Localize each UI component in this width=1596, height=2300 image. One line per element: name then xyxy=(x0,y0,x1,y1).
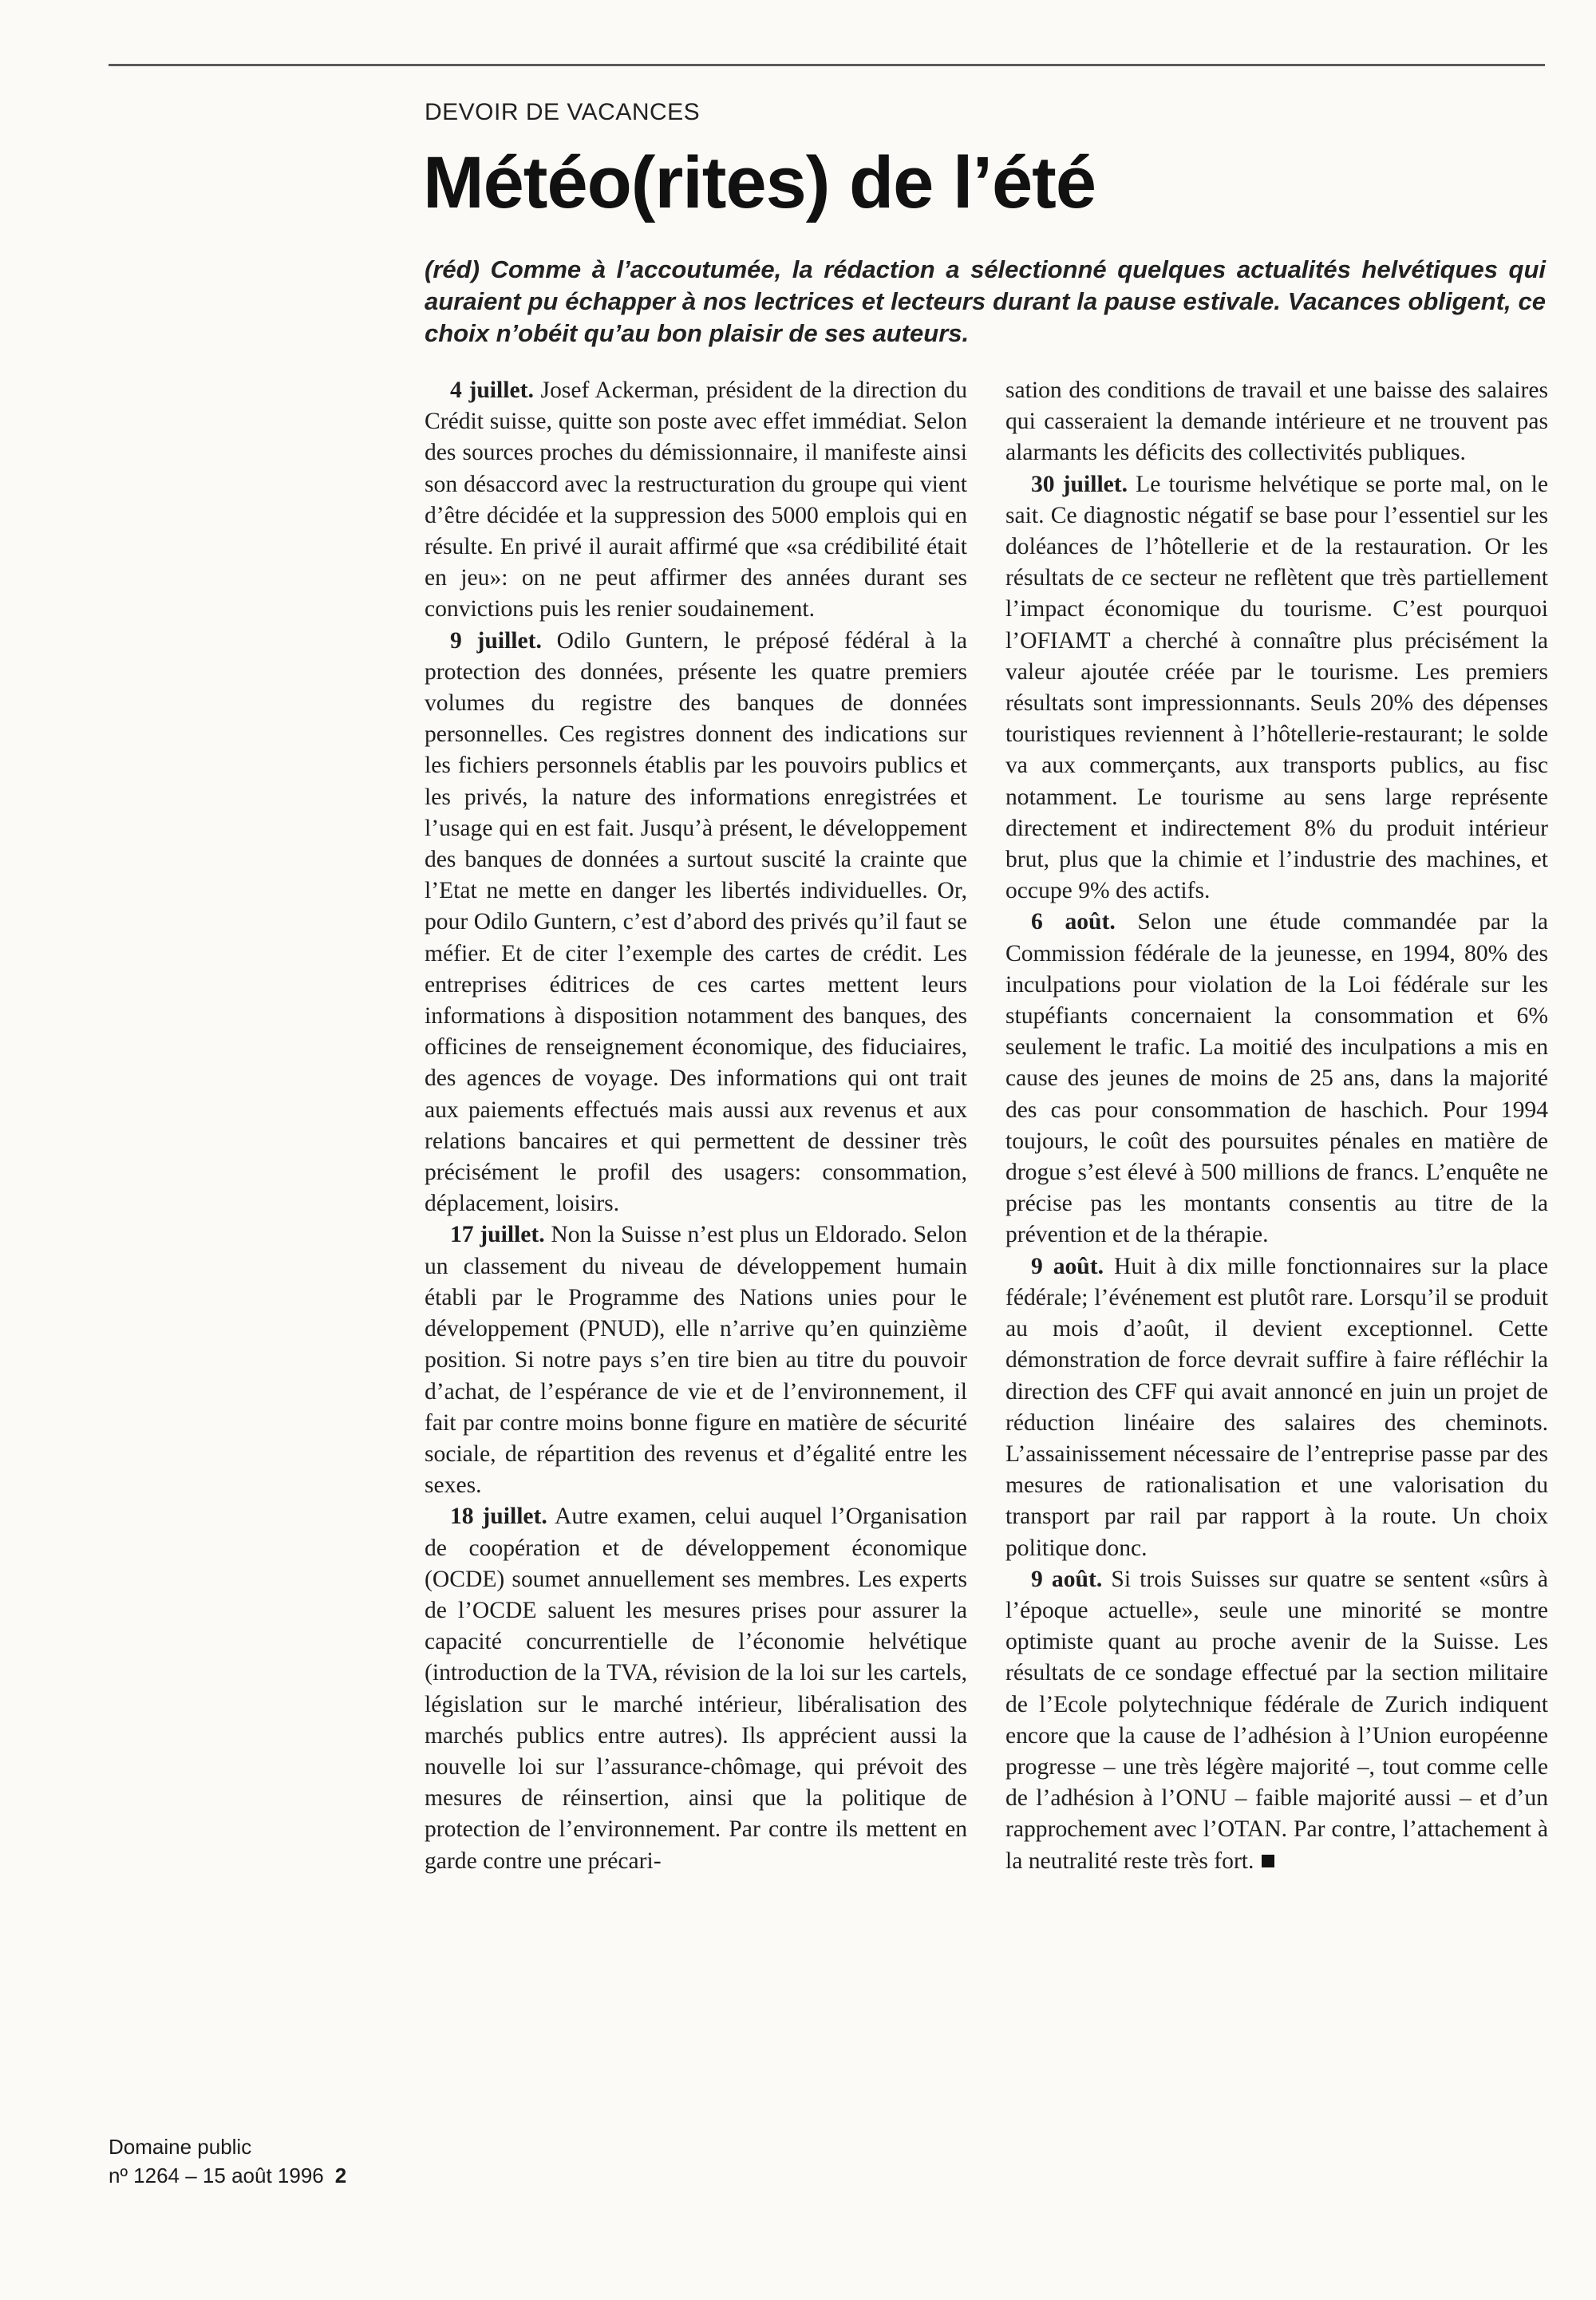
entry-date: 9 juillet. xyxy=(450,627,542,654)
entry-18-juillet-continued: sation des conditions de travail et une baisse des salaires qui casseraient la demande intérieure et ne trouvent pas alarmants les déficits des collectivités publiques. xyxy=(1005,377,1548,466)
page-footer xyxy=(109,2132,346,2190)
entry-17-juillet xyxy=(425,1219,967,1501)
section-kicker: DEVOIR DE VACANCES xyxy=(425,99,701,125)
entry-date: 18 juillet. xyxy=(450,1504,547,1530)
entry-6-aout xyxy=(1005,907,1548,1251)
end-of-article-icon xyxy=(1262,1855,1274,1867)
entry-text: Josef Ackerman, président de la direction du Crédit suisse, quitte son poste avec effet immédiat. Selon des sources proches du démissionnaire, il manifeste ainsi son désaccord avec la restructuration du groupe qui vient d’être décidée et la suppression des 5000 emplois qui en résulte. En privé il aurait affirmé que «sa crédibilité était en jeu»: on ne peut affirmer des années durant ses convictions puis les renier soudainement. xyxy=(425,377,967,622)
publication-name: Domaine public xyxy=(109,2135,252,2159)
top-rule xyxy=(109,64,1545,66)
issue-line xyxy=(109,2161,346,2190)
entry-text: Odilo Guntern, le préposé fédéral à la protection des données, présente les quatre premiers volumes du registre des banques de données personnelles. Ces registres donnent des indications sur les fichiers personnels établis par les pouvoirs publics et les privés, la nature des informations enregistrées et l’usage qui en est fait. Jusqu’à présent, le développement des banques de données a surtout suscité la crainte que l’Etat ne mette en danger les libertés individuelles. Or, pour Odilo Guntern, c’est d’abord des privés qu’il faut se méfier. Et de citer l’exemple des cartes de crédit. Les entreprises éditrices de ces cartes mettent leurs informations à disposition notamment des banques, des officines de renseignement économique, des fiduciaires, des agences de voyage. Des informations qui ont trait aux paiements effectués mais aussi aux revenus et aux relations bancaires et qui permettent de dessiner très précisément le profil des usagers: consommation, déplacement, loisirs. xyxy=(425,627,967,1217)
column-right xyxy=(1005,375,1548,1877)
entry-text: Huit à dix mille fonctionnaires sur la place fédérale; l’événement est plutôt rare. Lorsqu’il se produit au mois d’août, il devient exceptionnel. Cette démonstration de force devrait suffire à faire réfléchir la direction des CFF qui avait annoncé en juin un projet de réduction linéaire des salaires des cheminots. L’assainissement nécessaire de l’entreprise passe par des mesures de rationalisation et une valorisation du transport par rail par rapport à la route. Un choix politique donc. xyxy=(1005,1253,1548,1561)
entry-text: Le tourisme helvétique se porte mal, on le sait. Ce diagnostic négatif se base pour l’essentiel sur les doléances de l’hôtellerie et de la restauration. Or les résultats de ce secteur ne reflètent que très partiellement l’impact économique du tourisme. C’est pourquoi l’OFIAMT a cherché à connaître plus précisément la valeur ajoutée créée par le tourisme. Les premiers résultats sont impressionnants. Seuls 20% des dépenses touristiques reviennent à l’hôtellerie-restaurant; le solde va aux commerçants, aux transports publics, au fisc notamment. Le tourisme au sens large représente directement et indirectement 8% du produit intérieur brut, plus que la chimie et l’industrie des machines, et occupe 9% des actifs. xyxy=(1005,471,1548,904)
article-lead: (réd) Comme à l’accoutumée, la rédaction a sélectionné quelques actualités helvétiques qui auraient pu échapper à nos lectrices et lecteurs durant la pause estivale. Vacances obligent, ce choix n’obéit qu’au bon plaisir de ses auteurs. xyxy=(425,255,1546,347)
entry-date: 30 juillet. xyxy=(1031,471,1128,497)
page-number: 2 xyxy=(334,2164,347,2187)
entry-date: 9 août. xyxy=(1031,1566,1103,1592)
entry-9-aout-b xyxy=(1005,1564,1548,1877)
entry-date: 4 juillet. xyxy=(450,377,534,403)
column-left xyxy=(425,375,967,1877)
entry-date: 17 juillet. xyxy=(450,1222,545,1248)
entry-date: 9 août. xyxy=(1031,1253,1104,1279)
entry-date: 6 août. xyxy=(1031,909,1116,935)
entry-text: Non la Suisse n’est plus un Eldorado. Selon un classement du niveau de développement humain établi par le Programme des Nations unies pour le développement (PNUD), elle n’arrive qu’en quinzième position. Si notre pays s’en tire bien au titre du pouvoir d’achat, de l’espérance de vie et de l’environnement, il fait par contre moins bonne figure en matière de sécurité sociale, de répartition des revenus et d’égalité entre les sexes. xyxy=(425,1222,967,1499)
issue-number: nº 1264 – 15 août 1996 xyxy=(109,2164,324,2187)
entry-text: Selon une étude commandée par la Commission fédérale de la jeunesse, en 1994, 80% des inculpations pour violation de la Loi fédérale sur les stupéfiants concernaient la consommation et 6% seulement le trafic. La moitié des inculpations a mis en cause des jeunes de moins de 25 ans, dans la majorité des cas pour consommation de haschich. Pour 1994 toujours, le coût des poursuites pénales en matière de drogue s’est élevé à 500 millions de francs. L’enquête ne précise pas les montants consentis au titre de la prévention et de la thérapie. xyxy=(1005,909,1548,1248)
entry-4-juillet xyxy=(425,375,967,626)
entry-30-juillet xyxy=(1005,469,1548,907)
entry-9-aout-a xyxy=(1005,1251,1548,1564)
entry-18-juillet xyxy=(425,1501,967,1876)
article-title: Météo(rites) de l’été xyxy=(423,142,1096,223)
entry-text: Autre examen, celui auquel l’Organisation de coopération et de développement économique (OCDE) soumet annuellement ses membres. Les experts de l’OCDE saluent les mesures prises pour assurer la capacité concurrentielle de l’économie helvétique (introduction de la TVA, révision de la loi sur les cartels, législation sur le marché intérieur, libéralisation des marchés publics entre autres). Ils apprécient aussi la nouvelle loi sur l’assurance-chômage, qui prévoit des mesures de réinsertion, ainsi que la politique de protection de l’environnement. Par contre ils mettent en garde contre une précari- xyxy=(425,1504,967,1874)
entry-text: Si trois Suisses sur quatre se sentent «sûrs à l’époque actuelle», seule une minorité se montre optimiste quant au proche avenir de la Suisse. Les résultats de ce sondage effectué par la section militaire de l’Ecole polytechnique fédérale de Zurich indiquent encore que la cause de l’adhésion à l’Union européenne progresse – une très légère majorité –, tout comme celle de l’adhésion à l’ONU – faible majorité aussi – et d’un rapprochement avec l’OTAN. Par contre, l’attachement à la neutralité reste très fort. xyxy=(1005,1566,1548,1874)
entry-9-juillet xyxy=(425,626,967,1220)
